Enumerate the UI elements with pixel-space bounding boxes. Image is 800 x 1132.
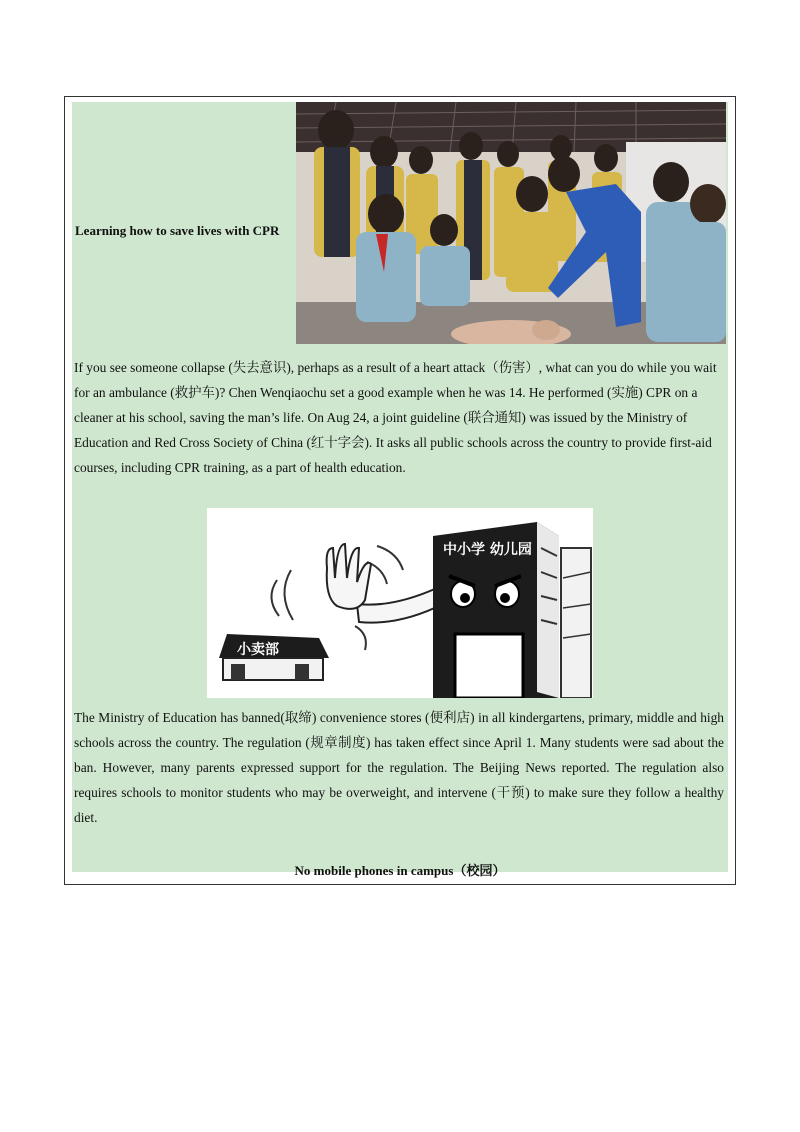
article-frame — [64, 96, 736, 885]
building-label: 中小学 幼儿园 — [443, 542, 532, 558]
cpr-heading: Learning how to save lives with CPR — [75, 223, 280, 238]
article-panel — [72, 102, 728, 878]
cpr-training-photo — [296, 102, 726, 344]
store-ban-paragraph: The Ministry of Education has banned(取缔) convenience stores (便利店) in all kindergartens, primary, middle and high schools across the country. The regulation (规章制度) has taken effect since April 1. Many students were sad about the ban. However, many parents expressed support for the regulation. The Beijing News reported. The regulation also requires schools to monitor students who may be overweight, and intervene (干预) to make sure they follow a healthy diet. — [74, 710, 724, 825]
mobile-phones-heading: No mobile phones in campus（校园） — [294, 863, 506, 878]
cartoon-illustration — [207, 508, 593, 698]
store-label: 小卖部 — [237, 642, 279, 658]
cpr-paragraph: If you see someone collapse (失去意识), perhaps as a result of a heart attack（伤害）, what can you do while you wait for an ambulance (救护车)? Chen Wenqiaochu set a good example when he was 14. He performed (实施) CPR on a cleaner at his school, saving the man’s life. On Aug 24, a joint guideline (联合通知) was issued by the Ministry of Education and Red Cross Society of China (红十字会). It asks all public schools across the country to provide first-aid courses, including CPR training, as a part of health education. — [74, 360, 717, 475]
